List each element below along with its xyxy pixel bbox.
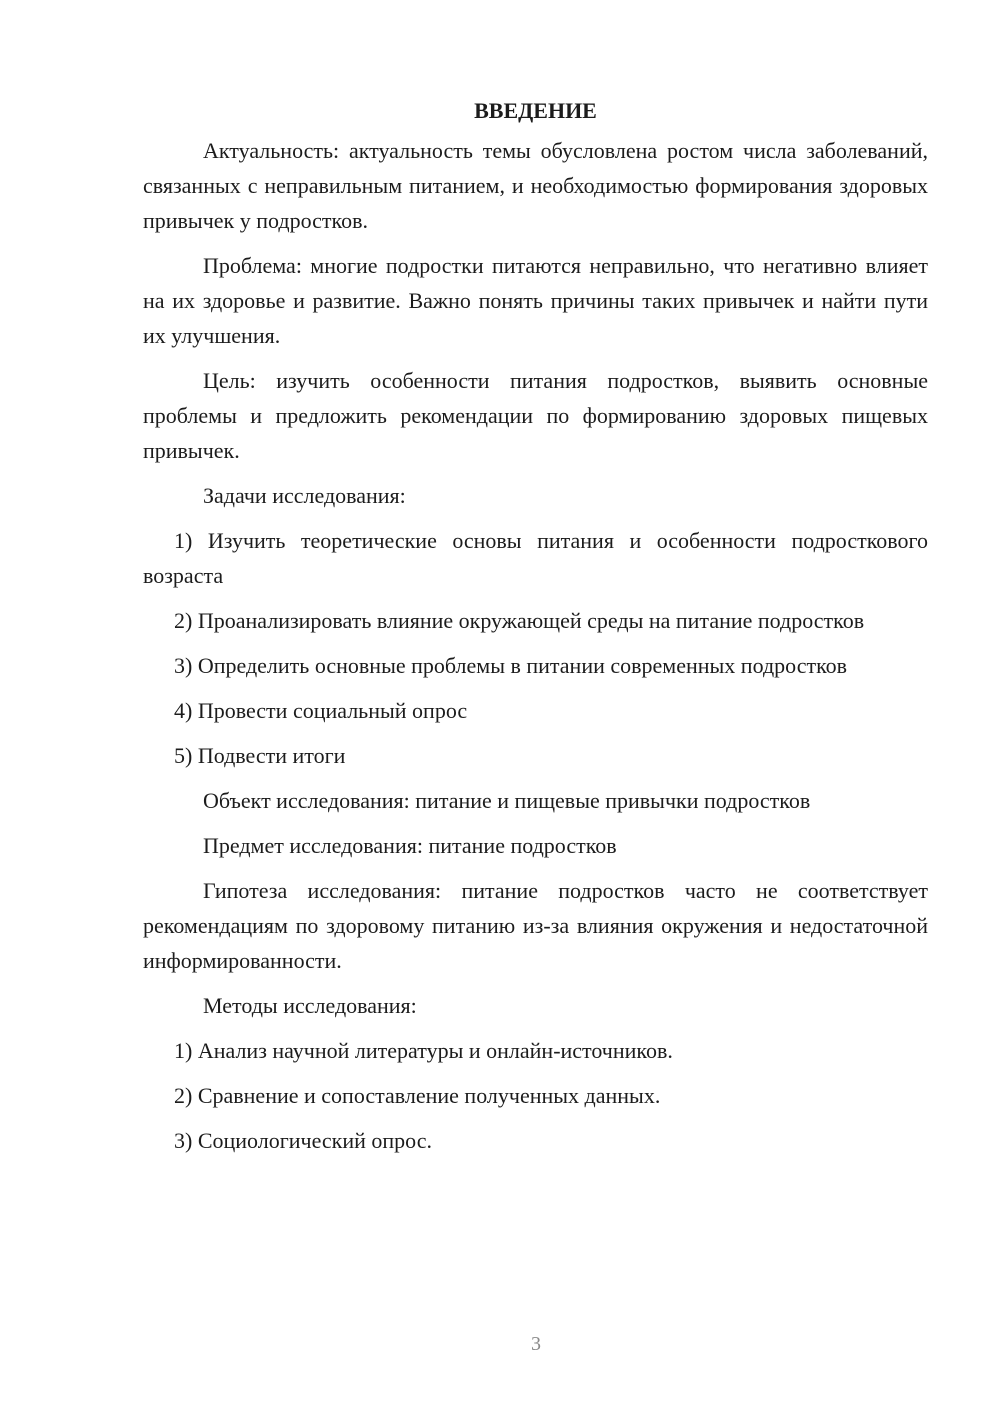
hypothesis-paragraph: Гипотеза исследования: питание подростков часто не соответствует рекомендациям по здоровому питанию из-за влияния окружения и недостаточной информированности. bbox=[143, 878, 928, 973]
task-item: 2) Проанализировать влияние окружающей среды на питание подростков bbox=[174, 608, 865, 633]
method-item: 3) Социологический опрос. bbox=[174, 1128, 432, 1153]
task-item: 3) Определить основные проблемы в питании современных подростков bbox=[174, 653, 848, 678]
methods-heading: Методы исследования: bbox=[203, 993, 417, 1018]
task-item: 4) Провести социальный опрос bbox=[174, 698, 468, 723]
task-item: 5) Подвести итоги bbox=[174, 743, 346, 768]
subject-paragraph: Предмет исследования: питание подростков bbox=[203, 833, 617, 858]
object-paragraph: Объект исследования: питание и пищевые привычки подростков bbox=[203, 788, 811, 813]
tasks-heading: Задачи исследования: bbox=[203, 483, 406, 508]
method-item: 2) Сравнение и сопоставление полученных данных. bbox=[174, 1083, 661, 1108]
page-content bbox=[143, 93, 928, 1168]
method-item: 1) Анализ научной литературы и онлайн-источников. bbox=[174, 1038, 673, 1063]
relevance-paragraph: Актуальность: актуальность темы обусловлена ростом числа заболеваний, связанных с неправильным питанием, и необходимостью формирования здоровых привычек у подростков. bbox=[143, 138, 928, 233]
task-item: 1) Изучить теоретические основы питания и особенности подросткового возраста bbox=[143, 528, 928, 588]
goal-paragraph: Цель: изучить особенности питания подростков, выявить основные проблемы и предложить рекомендации по формированию здоровых пищевых привычек. bbox=[143, 368, 928, 463]
problem-paragraph: Проблема: многие подростки питаются неправильно, что негативно влияет на их здоровье и развитие. Важно понять причины таких привычек и найти пути их улучшения. bbox=[143, 253, 928, 348]
section-title: ВВЕДЕНИЕ bbox=[474, 98, 597, 123]
page-number: 3 bbox=[531, 1333, 541, 1355]
